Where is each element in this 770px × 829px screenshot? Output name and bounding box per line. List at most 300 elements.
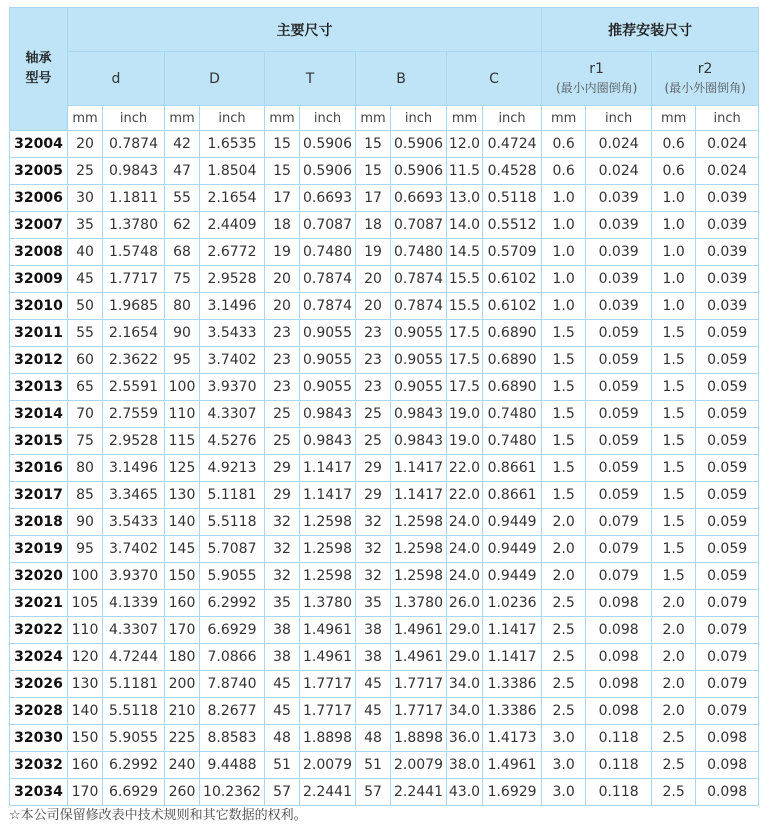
bearing-model-cell: 32020 [10, 563, 68, 590]
table-cell: 32 [265, 509, 300, 536]
table-cell: 14.5 [447, 239, 483, 266]
table-cell: 2.0 [542, 563, 586, 590]
table-cell: 5.9055 [103, 725, 165, 752]
r1-note: (最小内圈倒角) [555, 80, 638, 95]
table-cell: 0.059 [696, 563, 759, 590]
table-cell: 17.5 [447, 374, 483, 401]
unit-header-cell: mm [265, 106, 300, 131]
table-row [10, 401, 759, 428]
table-cell: 50 [68, 293, 103, 320]
unit-header-cell: inch [483, 106, 542, 131]
table-cell: 0.9843 [300, 428, 356, 455]
bearing-model-cell: 32018 [10, 509, 68, 536]
table-cell: 1.7717 [391, 671, 447, 698]
table-cell: 0.7087 [391, 212, 447, 239]
table-cell: 0.6 [542, 158, 586, 185]
table-cell: 1.5 [542, 374, 586, 401]
table-cell: 1.3386 [483, 671, 542, 698]
table-cell: 25 [265, 428, 300, 455]
table-cell: 51 [265, 752, 300, 779]
table-cell: 1.1417 [391, 455, 447, 482]
table-cell: 25 [265, 401, 300, 428]
bearing-type-label-line2: 型号 [25, 71, 52, 86]
bearing-model-cell: 32012 [10, 347, 68, 374]
table-row [10, 698, 759, 725]
unit-header-cell: mm [652, 106, 696, 131]
table-cell: 140 [165, 509, 200, 536]
table-cell: 20 [356, 293, 391, 320]
table-cell: 0.059 [586, 347, 652, 374]
table-cell: 0.6890 [483, 374, 542, 401]
table-row [10, 131, 759, 158]
table-cell: 150 [165, 563, 200, 590]
table-cell: 55 [68, 320, 103, 347]
bearing-model-cell: 32014 [10, 401, 68, 428]
table-cell: 0.039 [696, 212, 759, 239]
table-cell: 0.039 [586, 293, 652, 320]
table-cell: 240 [165, 752, 200, 779]
table-cell: 17.5 [447, 320, 483, 347]
table-cell: 0.059 [586, 320, 652, 347]
table-cell: 20 [265, 293, 300, 320]
table-cell: 1.7717 [300, 671, 356, 698]
table-cell: 3.0 [542, 752, 586, 779]
table-cell: 1.0 [542, 239, 586, 266]
table-cell: 130 [68, 671, 103, 698]
table-cell: 35 [265, 590, 300, 617]
table-cell: 2.3622 [103, 347, 165, 374]
table-cell: 4.1339 [103, 590, 165, 617]
table-cell: 1.0 [652, 239, 696, 266]
bearing-model-cell: 32011 [10, 320, 68, 347]
table-cell: 140 [68, 698, 103, 725]
table-cell: 2.2441 [391, 779, 447, 806]
table-cell: 7.8740 [200, 671, 265, 698]
table-cell: 0.039 [696, 185, 759, 212]
table-cell: 0.9449 [483, 563, 542, 590]
table-cell: 45 [356, 698, 391, 725]
table-cell: 32 [265, 563, 300, 590]
table-cell: 0.5118 [483, 185, 542, 212]
table-cell: 0.5906 [391, 131, 447, 158]
table-cell: 1.4961 [300, 617, 356, 644]
table-cell: 0.6102 [483, 293, 542, 320]
unit-header-cell: inch [696, 106, 759, 131]
table-cell: 2.0 [652, 617, 696, 644]
table-cell: 19 [356, 239, 391, 266]
table-cell: 25 [68, 158, 103, 185]
table-cell: 90 [68, 509, 103, 536]
table-cell: 26.0 [447, 590, 483, 617]
table-row [10, 212, 759, 239]
table-cell: 0.024 [586, 131, 652, 158]
table-cell: 0.5709 [483, 239, 542, 266]
table-cell: 0.079 [696, 644, 759, 671]
table-cell: 1.5 [542, 455, 586, 482]
table-cell: 38 [265, 644, 300, 671]
table-cell: 1.0 [542, 293, 586, 320]
table-cell: 95 [68, 536, 103, 563]
table-cell: 0.098 [586, 698, 652, 725]
table-row [10, 158, 759, 185]
table-cell: 0.024 [696, 131, 759, 158]
table-cell: 45 [68, 266, 103, 293]
table-cell: 1.5 [652, 455, 696, 482]
table-cell: 3.1496 [200, 293, 265, 320]
table-row [10, 509, 759, 536]
table-cell: 3.7402 [103, 536, 165, 563]
table-cell: 1.2598 [391, 509, 447, 536]
table-cell: 8.8583 [200, 725, 265, 752]
table-cell: 1.5 [652, 401, 696, 428]
table-cell: 1.3780 [103, 212, 165, 239]
bearing-model-cell: 32010 [10, 293, 68, 320]
table-cell: 2.5591 [103, 374, 165, 401]
table-cell: 1.8504 [200, 158, 265, 185]
table-cell: 0.079 [586, 563, 652, 590]
table-cell: 160 [165, 590, 200, 617]
table-cell: 0.039 [696, 239, 759, 266]
table-cell: 1.5 [652, 536, 696, 563]
table-cell: 1.1811 [103, 185, 165, 212]
r2-label: r2 [697, 60, 713, 77]
bearing-model-cell: 32013 [10, 374, 68, 401]
table-cell: 85 [68, 482, 103, 509]
table-cell: 45 [265, 671, 300, 698]
table-cell: 0.098 [586, 644, 652, 671]
table-cell: 2.1654 [200, 185, 265, 212]
table-row [10, 725, 759, 752]
table-cell: 1.8898 [300, 725, 356, 752]
bearing-model-cell: 32009 [10, 266, 68, 293]
table-cell: 70 [68, 401, 103, 428]
table-row [10, 320, 759, 347]
header-row-units [10, 106, 759, 131]
table-cell: 14.0 [447, 212, 483, 239]
table-cell: 0.7480 [300, 239, 356, 266]
table-cell: 0.9843 [103, 158, 165, 185]
table-row [10, 752, 759, 779]
table-cell: 0.039 [696, 266, 759, 293]
bearing-model-cell: 32005 [10, 158, 68, 185]
table-cell: 17 [356, 185, 391, 212]
table-cell: 1.3386 [483, 698, 542, 725]
table-cell: 48 [356, 725, 391, 752]
table-cell: 0.059 [696, 509, 759, 536]
B-header: B [356, 52, 447, 106]
bearing-model-cell: 32007 [10, 212, 68, 239]
table-cell: 2.5 [542, 698, 586, 725]
bearing-model-cell: 32004 [10, 131, 68, 158]
unit-header-cell: inch [300, 106, 356, 131]
table-cell: 2.5 [542, 617, 586, 644]
table-cell: 29 [356, 455, 391, 482]
table-cell: 0.9055 [300, 320, 356, 347]
table-cell: 5.5118 [103, 698, 165, 725]
table-cell: 0.118 [586, 779, 652, 806]
table-cell: 0.9055 [391, 347, 447, 374]
table-cell: 7.0866 [200, 644, 265, 671]
table-row [10, 536, 759, 563]
table-cell: 0.7874 [103, 131, 165, 158]
table-cell: 5.1181 [103, 671, 165, 698]
bearing-model-cell: 32028 [10, 698, 68, 725]
table-cell: 15 [265, 131, 300, 158]
table-cell: 2.2441 [300, 779, 356, 806]
table-cell: 4.3307 [103, 617, 165, 644]
table-cell: 1.1417 [391, 482, 447, 509]
table-cell: 2.5 [652, 752, 696, 779]
table-cell: 0.059 [586, 374, 652, 401]
table-cell: 0.118 [586, 752, 652, 779]
table-cell: 0.9843 [300, 401, 356, 428]
table-cell: 1.0 [542, 185, 586, 212]
header-row-groups [10, 8, 759, 52]
table-cell: 2.5 [542, 644, 586, 671]
table-cell: 1.0 [652, 293, 696, 320]
table-cell: 0.6 [652, 158, 696, 185]
table-cell: 2.1654 [103, 320, 165, 347]
table-body [10, 131, 759, 806]
unit-header-cell: inch [200, 106, 265, 131]
bearing-table-container [9, 7, 758, 806]
table-cell: 1.4173 [483, 725, 542, 752]
table-cell: 0.059 [696, 374, 759, 401]
table-cell: 40 [68, 239, 103, 266]
table-cell: 1.1417 [483, 644, 542, 671]
table-cell: 145 [165, 536, 200, 563]
table-cell: 32 [356, 563, 391, 590]
unit-header-cell: mm [447, 106, 483, 131]
table-cell: 1.0236 [483, 590, 542, 617]
table-cell: 0.059 [586, 401, 652, 428]
table-row [10, 455, 759, 482]
table-cell: 1.4961 [391, 617, 447, 644]
table-cell: 23 [265, 320, 300, 347]
table-cell: 0.098 [696, 779, 759, 806]
table-row [10, 617, 759, 644]
table-cell: 2.4409 [200, 212, 265, 239]
table-cell: 38.0 [447, 752, 483, 779]
table-cell: 19 [265, 239, 300, 266]
table-cell: 80 [165, 293, 200, 320]
table-cell: 0.7087 [300, 212, 356, 239]
table-cell: 0.4528 [483, 158, 542, 185]
table-cell: 115 [165, 428, 200, 455]
T-header: T [265, 52, 356, 106]
table-cell: 0.8661 [483, 482, 542, 509]
table-cell: 0.059 [696, 428, 759, 455]
table-cell: 6.6929 [103, 779, 165, 806]
table-cell: 1.2598 [300, 563, 356, 590]
table-cell: 1.0 [542, 266, 586, 293]
table-cell: 29 [265, 482, 300, 509]
bearing-model-cell: 32019 [10, 536, 68, 563]
table-cell: 170 [68, 779, 103, 806]
table-cell: 24.0 [447, 536, 483, 563]
table-cell: 0.5906 [300, 131, 356, 158]
table-cell: 1.3780 [391, 590, 447, 617]
table-cell: 2.0 [542, 509, 586, 536]
table-cell: 23 [356, 320, 391, 347]
table-cell: 160 [68, 752, 103, 779]
table-row [10, 590, 759, 617]
table-cell: 1.5 [542, 482, 586, 509]
table-cell: 4.3307 [200, 401, 265, 428]
table-cell: 0.6693 [391, 185, 447, 212]
table-cell: 1.8898 [391, 725, 447, 752]
table-cell: 0.079 [696, 671, 759, 698]
table-cell: 55 [165, 185, 200, 212]
table-cell: 13.0 [447, 185, 483, 212]
table-cell: 32 [265, 536, 300, 563]
table-cell: 0.9449 [483, 536, 542, 563]
bearing-dimensions-table [9, 7, 759, 806]
table-cell: 0.079 [586, 536, 652, 563]
table-cell: 20 [356, 266, 391, 293]
table-row [10, 671, 759, 698]
table-cell: 22.0 [447, 455, 483, 482]
table-cell: 38 [356, 617, 391, 644]
table-cell: 0.098 [586, 671, 652, 698]
table-cell: 1.0 [652, 185, 696, 212]
table-cell: 34.0 [447, 671, 483, 698]
bearing-model-cell: 32032 [10, 752, 68, 779]
table-cell: 25 [356, 428, 391, 455]
table-cell: 0.6 [652, 131, 696, 158]
table-cell: 0.059 [586, 482, 652, 509]
table-cell: 47 [165, 158, 200, 185]
table-cell: 6.6929 [200, 617, 265, 644]
table-cell: 15 [265, 158, 300, 185]
bearing-model-cell: 32022 [10, 617, 68, 644]
table-cell: 0.079 [696, 617, 759, 644]
table-cell: 1.7717 [300, 698, 356, 725]
table-cell: 0.7874 [300, 266, 356, 293]
table-cell: 0.6693 [300, 185, 356, 212]
table-cell: 22.0 [447, 482, 483, 509]
unit-header-cell: inch [391, 106, 447, 131]
main-dimensions-header: 主要尺寸 [68, 8, 542, 52]
table-cell: 2.0 [652, 698, 696, 725]
table-cell: 4.9213 [200, 455, 265, 482]
table-cell: 3.3465 [103, 482, 165, 509]
table-cell: 57 [265, 779, 300, 806]
table-cell: 24.0 [447, 563, 483, 590]
table-cell: 0.7874 [300, 293, 356, 320]
table-cell: 1.4961 [300, 644, 356, 671]
table-row [10, 644, 759, 671]
table-cell: 1.3780 [300, 590, 356, 617]
table-cell: 1.1417 [300, 482, 356, 509]
bearing-model-cell: 32016 [10, 455, 68, 482]
table-cell: 38 [265, 617, 300, 644]
table-cell: 20 [68, 131, 103, 158]
table-cell: 17 [265, 185, 300, 212]
table-cell: 120 [68, 644, 103, 671]
table-cell: 75 [68, 428, 103, 455]
table-cell: 3.5433 [103, 509, 165, 536]
header-row-dimensions [10, 52, 759, 106]
bearing-model-cell: 32008 [10, 239, 68, 266]
table-cell: 2.5 [652, 725, 696, 752]
table-cell: 0.039 [586, 239, 652, 266]
table-cell: 0.6890 [483, 320, 542, 347]
table-cell: 20 [265, 266, 300, 293]
table-cell: 10.2362 [200, 779, 265, 806]
table-cell: 0.079 [586, 509, 652, 536]
table-cell: 0.024 [586, 158, 652, 185]
table-cell: 170 [165, 617, 200, 644]
table-row [10, 563, 759, 590]
table-cell: 3.0 [542, 725, 586, 752]
table-cell: 0.059 [586, 428, 652, 455]
table-cell: 1.1417 [483, 617, 542, 644]
table-cell: 3.5433 [200, 320, 265, 347]
unit-header-cell: mm [542, 106, 586, 131]
D-header: D [165, 52, 265, 106]
table-row [10, 374, 759, 401]
table-row [10, 239, 759, 266]
table-cell: 1.4961 [483, 752, 542, 779]
table-cell: 35 [68, 212, 103, 239]
table-cell: 0.5906 [391, 158, 447, 185]
table-cell: 35 [356, 590, 391, 617]
table-cell: 1.5 [542, 428, 586, 455]
table-cell: 2.0 [652, 590, 696, 617]
table-cell: 0.9055 [300, 374, 356, 401]
table-cell: 260 [165, 779, 200, 806]
bearing-type-header [10, 8, 68, 131]
table-cell: 0.6 [542, 131, 586, 158]
table-cell: 0.039 [586, 185, 652, 212]
table-cell: 2.5 [542, 590, 586, 617]
table-cell: 200 [165, 671, 200, 698]
table-cell: 29 [356, 482, 391, 509]
table-cell: 0.059 [696, 401, 759, 428]
table-cell: 4.7244 [103, 644, 165, 671]
table-cell: 2.0079 [391, 752, 447, 779]
table-cell: 0.024 [696, 158, 759, 185]
table-cell: 1.9685 [103, 293, 165, 320]
bearing-model-cell: 32026 [10, 671, 68, 698]
table-cell: 3.0 [542, 779, 586, 806]
table-cell: 0.098 [586, 617, 652, 644]
table-cell: 11.5 [447, 158, 483, 185]
table-cell: 1.7717 [391, 698, 447, 725]
table-cell: 60 [68, 347, 103, 374]
table-cell: 15.5 [447, 293, 483, 320]
table-cell: 2.5 [652, 779, 696, 806]
table-cell: 0.039 [586, 266, 652, 293]
table-cell: 0.5906 [300, 158, 356, 185]
table-cell: 180 [165, 644, 200, 671]
table-cell: 1.5 [542, 320, 586, 347]
table-cell: 0.7480 [391, 239, 447, 266]
table-cell: 8.2677 [200, 698, 265, 725]
r1-header [542, 52, 652, 106]
table-cell: 1.5748 [103, 239, 165, 266]
table-cell: 0.098 [586, 590, 652, 617]
table-cell: 32 [356, 536, 391, 563]
table-cell: 2.0 [652, 671, 696, 698]
bearing-model-cell: 32006 [10, 185, 68, 212]
table-cell: 2.5 [542, 671, 586, 698]
table-cell: 1.0 [652, 266, 696, 293]
table-cell: 0.059 [696, 482, 759, 509]
table-cell: 1.5 [652, 374, 696, 401]
table-row [10, 347, 759, 374]
